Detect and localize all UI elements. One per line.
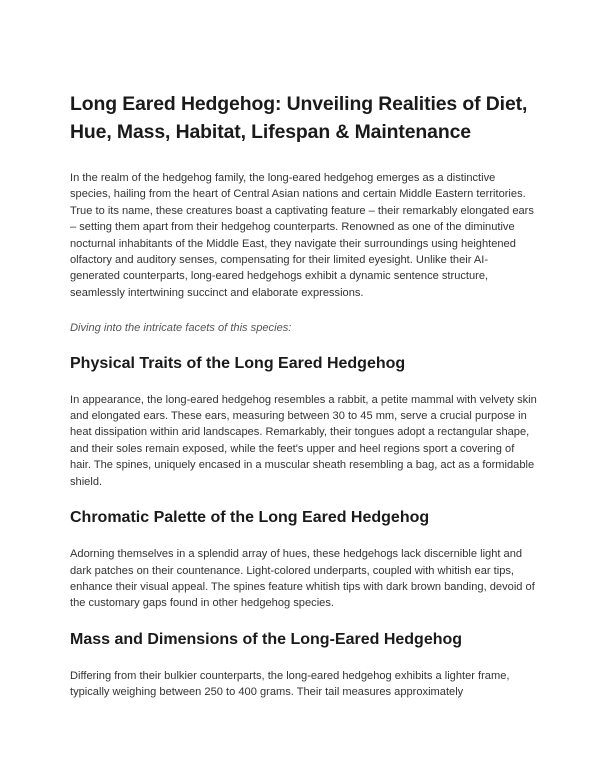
section-body-chromatic-palette: Adorning themselves in a splendid array of hues, these hedgehogs lack discernible light and dark patches on their countenance. Light-colored underparts, coupled with whitish ear tips, enhance their visual appeal. The spines feature whitish tips with dark brown banding, devoid of the customary gaps found in other hedgehog species.	[70, 548, 535, 610]
document-page	[70, 90, 538, 718]
section-body-physical-traits: In appearance, the long-eared hedgehog resembles a rabbit, a petite mammal with velvety skin and elongated ears. These ears, measuring between 30 to 45 mm, serve a crucial purpose in heat dissipation within arid landscapes. Remarkably, their tongues adopt a rectangular shape, and their soles remain exposed, while the feet's upper and heel regions sport a covering of hair. The spines, uniquely encased in a muscular sheath resembling a bag, act as a formidable shield.	[70, 393, 537, 488]
lead-in-text: Diving into the intricate facets of this species:	[70, 322, 292, 335]
section-heading-physical-traits: Physical Traits of the Long Eared Hedgehog	[70, 354, 406, 372]
article-title: Long Eared Hedgehog: Unveiling Realities of Diet, Hue, Mass, Habitat, Lifespan & Maintenance	[70, 93, 528, 143]
intro-paragraph: In the realm of the hedgehog family, the long-eared hedgehog emerges as a distinctive species, hailing from the heart of Central Asian nations and certain Middle Eastern territories. True to its name, these creatures boast a captivating feature – their remarkably elongated ears – setting them apart from their hedgehog counterparts. Renowned as one of the diminutive nocturnal inhabitants of the Middle East, they navigate their surroundings using heightened olfactory and auditory senses, compensating for their limited eyesight. Unlike their AI-generated counterparts, long-eared hedgehogs exhibit a dynamic sentence structure, seamlessly intertwining succinct and elaborate expressions.	[70, 172, 534, 299]
section-body-mass-dimensions: Differing from their bulkier counterparts, the long-eared hedgehog exhibits a lighter frame, typically weighing between 250 to 400 grams. Their tail measures approximately	[70, 669, 510, 699]
section-heading-mass-dimensions: Mass and Dimensions of the Long-Eared Hedgehog	[70, 630, 463, 648]
section-heading-chromatic-palette: Chromatic Palette of the Long Eared Hedgehog	[70, 509, 430, 527]
